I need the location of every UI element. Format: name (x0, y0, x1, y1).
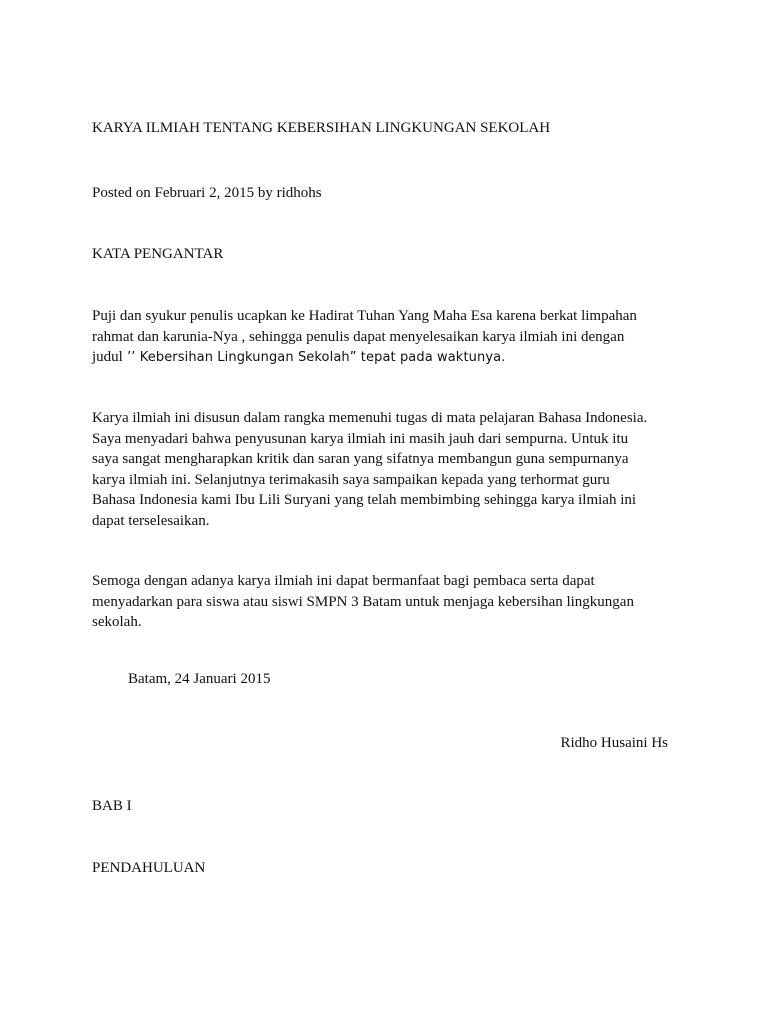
paragraph-line: Puji dan syukur penulis ucapkan ke Hadirat Tuhan Yang Maha Esa karena berkat limpahan (92, 308, 637, 324)
paragraph-line: saya sangat mengharapkan kritik dan saran yang sifatnya membangun guna sempurnanya (92, 451, 629, 467)
paragraph-line: menyadarkan para siswa atau siswi SMPN 3 Batam untuk menjaga kebersihan lingkungan (92, 593, 634, 610)
paragraph-line: dapat terselesaikan. (92, 512, 210, 529)
author-name: Ridho Husaini Hs (560, 735, 668, 751)
chapter-title: PENDAHULUAN (92, 860, 206, 876)
paragraph-line: sekolah. (92, 614, 142, 630)
paragraph-closing (92, 571, 692, 633)
paragraph-purpose (92, 408, 692, 531)
place-date: Batam, 24 Januari 2015 (128, 671, 271, 687)
paragraph-line: Bahasa Indonesia kami Ibu Lili Suryani yang telah membimbing sehingga karya ilmiah ini (92, 492, 637, 508)
paragraph-line: Semoga dengan adanya karya ilmiah ini dapat bermanfaat bagi pembaca serta dapat (92, 573, 595, 589)
paragraph-line: Saya menyadari bahwa penyusunan karya ilmiah ini masih jauh dari sempurna. Untuk itu (92, 430, 629, 447)
paragraph-line: Karya ilmiah ini disusun dalam rangka memenuhi tugas di mata pelajaran Bahasa Indonesia. (92, 410, 648, 426)
section-heading: KATA PENGANTAR (92, 246, 224, 262)
chapter-label: BAB I (92, 798, 132, 814)
paragraph-line: karya ilmiah ini. Selanjutnya terimakasih saya sampaikan kepada yang terhormat guru (92, 471, 610, 488)
paragraph-intro (92, 306, 692, 369)
paragraph-text: judul (92, 349, 123, 365)
paragraph-line (92, 347, 692, 369)
posted-info: Posted on Februari 2, 2015 by ridhohs (92, 185, 322, 201)
paragraph-text-quoted: ’’ Kebersihan Lingkungan Sekolah” tepat pada waktunya. (122, 350, 506, 365)
paragraph-line: rahmat dan karunia-Nya , sehingga penulis dapat menyelesaikan karya ilmiah ini dengan (92, 328, 625, 345)
document-title: KARYA ILMIAH TENTANG KEBERSIHAN LINGKUNGAN SEKOLAH (92, 120, 551, 136)
